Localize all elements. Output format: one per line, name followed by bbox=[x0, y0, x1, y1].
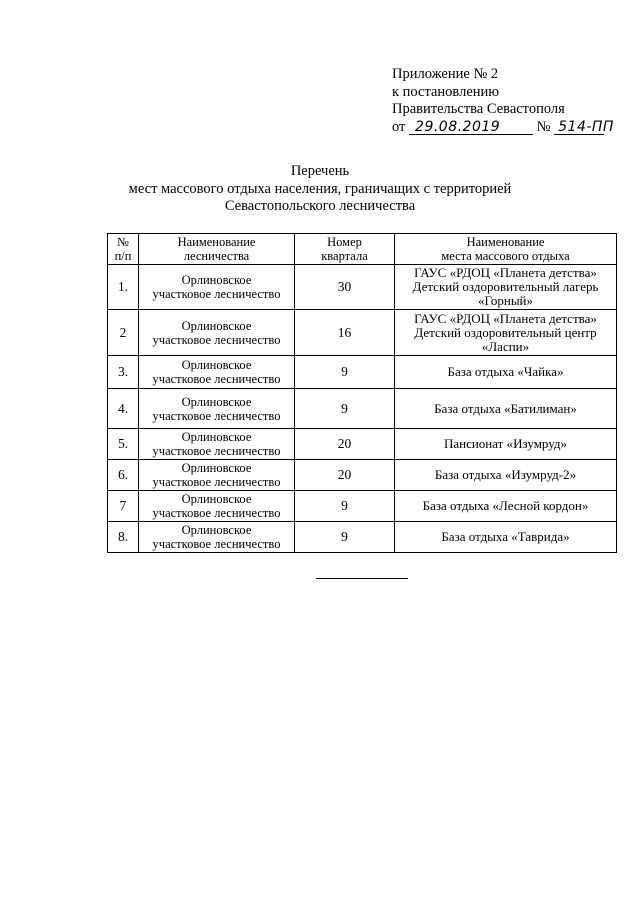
table-row bbox=[108, 310, 617, 356]
handwritten-date: 29.08.2019 bbox=[409, 120, 533, 135]
row-number: 6. bbox=[108, 460, 139, 491]
forestry-cell bbox=[139, 265, 295, 310]
place-cell bbox=[395, 429, 617, 460]
header-line: лесничества bbox=[183, 249, 250, 263]
forestry-line: участковое лесничество bbox=[152, 332, 281, 347]
document-title bbox=[0, 163, 640, 216]
header-line: Номер bbox=[327, 235, 362, 249]
quarter-cell: 16 bbox=[295, 310, 395, 356]
forestry-line: участковое лесничество bbox=[152, 506, 281, 520]
forestry-line: участковое лесничество bbox=[152, 475, 281, 489]
place-line: ГАУС «РДОЦ «Планета детства» bbox=[414, 265, 597, 280]
place-line: База отдыха «Изумруд-2» bbox=[434, 467, 577, 482]
row-number: 1. bbox=[108, 265, 139, 310]
number-prefix: № bbox=[536, 118, 551, 135]
forestry-cell bbox=[139, 356, 295, 389]
forestry-cell bbox=[139, 460, 295, 491]
place-cell bbox=[395, 491, 617, 522]
row-number: 2 bbox=[108, 310, 139, 356]
forestry-cell bbox=[139, 491, 295, 522]
place-line: База отдыха «Батилиман» bbox=[434, 400, 577, 416]
table-row bbox=[108, 265, 617, 310]
forestry-line: Орлиновское bbox=[181, 523, 252, 537]
row-number: 5. bbox=[108, 429, 139, 460]
place-line: «Горный» bbox=[477, 293, 534, 308]
forestry-cell bbox=[139, 429, 295, 460]
header-line: квартала bbox=[321, 249, 368, 263]
forestry-cell bbox=[139, 310, 295, 356]
row-number: 4. bbox=[108, 389, 139, 429]
end-divider bbox=[316, 578, 408, 579]
table-row bbox=[108, 356, 617, 389]
place-cell bbox=[395, 265, 617, 310]
appendix-line: к постановлению bbox=[392, 83, 500, 100]
quarter-cell: 9 bbox=[295, 522, 395, 553]
quarter-cell: 30 bbox=[295, 265, 395, 310]
header-line: Наименование bbox=[466, 235, 545, 249]
place-line: Детский оздоровительный лагерь bbox=[412, 279, 599, 294]
place-cell bbox=[395, 522, 617, 553]
header-line: места массового отдыха bbox=[441, 249, 570, 263]
header-quarter bbox=[295, 234, 395, 265]
handwritten-number: 514-ПП bbox=[554, 120, 604, 135]
table-row bbox=[108, 389, 617, 429]
quarter-cell: 9 bbox=[295, 356, 395, 389]
forestry-line: Орлиновское bbox=[181, 273, 252, 287]
forestry-line: участковое лесничество bbox=[152, 408, 281, 423]
header-line: № bbox=[117, 235, 129, 249]
row-number: 3. bbox=[108, 356, 139, 389]
place-line: «Ласпи» bbox=[481, 338, 530, 354]
forestry-line: участковое лесничество bbox=[152, 287, 281, 301]
place-line: База отдыха «Лесной кордон» bbox=[422, 498, 589, 513]
appendix-issuer: Правительства Севастополя bbox=[392, 101, 565, 117]
header-line: п/п bbox=[114, 249, 132, 263]
forestry-cell bbox=[139, 389, 295, 429]
header-place bbox=[395, 234, 617, 265]
appendix-title: Приложение № 2 bbox=[392, 66, 499, 82]
quarter-cell: 20 bbox=[295, 429, 395, 460]
place-cell bbox=[395, 356, 617, 389]
forestry-cell bbox=[139, 522, 295, 553]
place-line: Детский оздоровительный центр bbox=[414, 324, 597, 340]
place-line: Пансионат «Изумруд» bbox=[443, 436, 568, 451]
table-header-row bbox=[108, 234, 617, 265]
header-number bbox=[108, 234, 139, 265]
title-line: мест массового отдыха населения, граничащих с территорией bbox=[128, 180, 512, 197]
recreation-places-table bbox=[107, 233, 617, 553]
row-number: 7 bbox=[108, 491, 139, 522]
forestry-line: Орлиновское bbox=[181, 461, 252, 475]
place-cell bbox=[395, 389, 617, 429]
forestry-line: участковое лесничество bbox=[152, 537, 281, 551]
forestry-line: Орлиновское bbox=[181, 430, 252, 444]
table-row bbox=[108, 522, 617, 553]
appendix-date-number bbox=[392, 118, 614, 137]
title-line: Севастопольского лесничества bbox=[224, 198, 416, 214]
quarter-cell: 9 bbox=[295, 389, 395, 429]
forestry-line: участковое лесничество bbox=[152, 372, 281, 386]
forestry-line: Орлиновское bbox=[181, 492, 252, 506]
place-line: ГАУС «РДОЦ «Планета детства» bbox=[414, 310, 597, 326]
table-row bbox=[108, 491, 617, 522]
table-row bbox=[108, 429, 617, 460]
forestry-line: Орлиновское bbox=[181, 358, 252, 372]
place-line: База отдыха «Чайка» bbox=[447, 364, 564, 379]
date-prefix: от bbox=[392, 118, 406, 135]
header-forestry bbox=[139, 234, 295, 265]
quarter-cell: 20 bbox=[295, 460, 395, 491]
place-line: База отдыха «Таврида» bbox=[441, 529, 570, 544]
place-cell bbox=[395, 460, 617, 491]
table-row bbox=[108, 460, 617, 491]
row-number: 8. bbox=[108, 522, 139, 553]
place-cell bbox=[395, 310, 617, 356]
forestry-line: Орлиновское bbox=[181, 394, 252, 409]
header-line: Наименование bbox=[177, 235, 256, 249]
forestry-line: участковое лесничество bbox=[152, 444, 281, 458]
appendix-block bbox=[392, 66, 614, 136]
quarter-cell: 9 bbox=[295, 491, 395, 522]
forestry-line: Орлиновское bbox=[181, 318, 252, 333]
title-line: Перечень bbox=[290, 163, 350, 179]
